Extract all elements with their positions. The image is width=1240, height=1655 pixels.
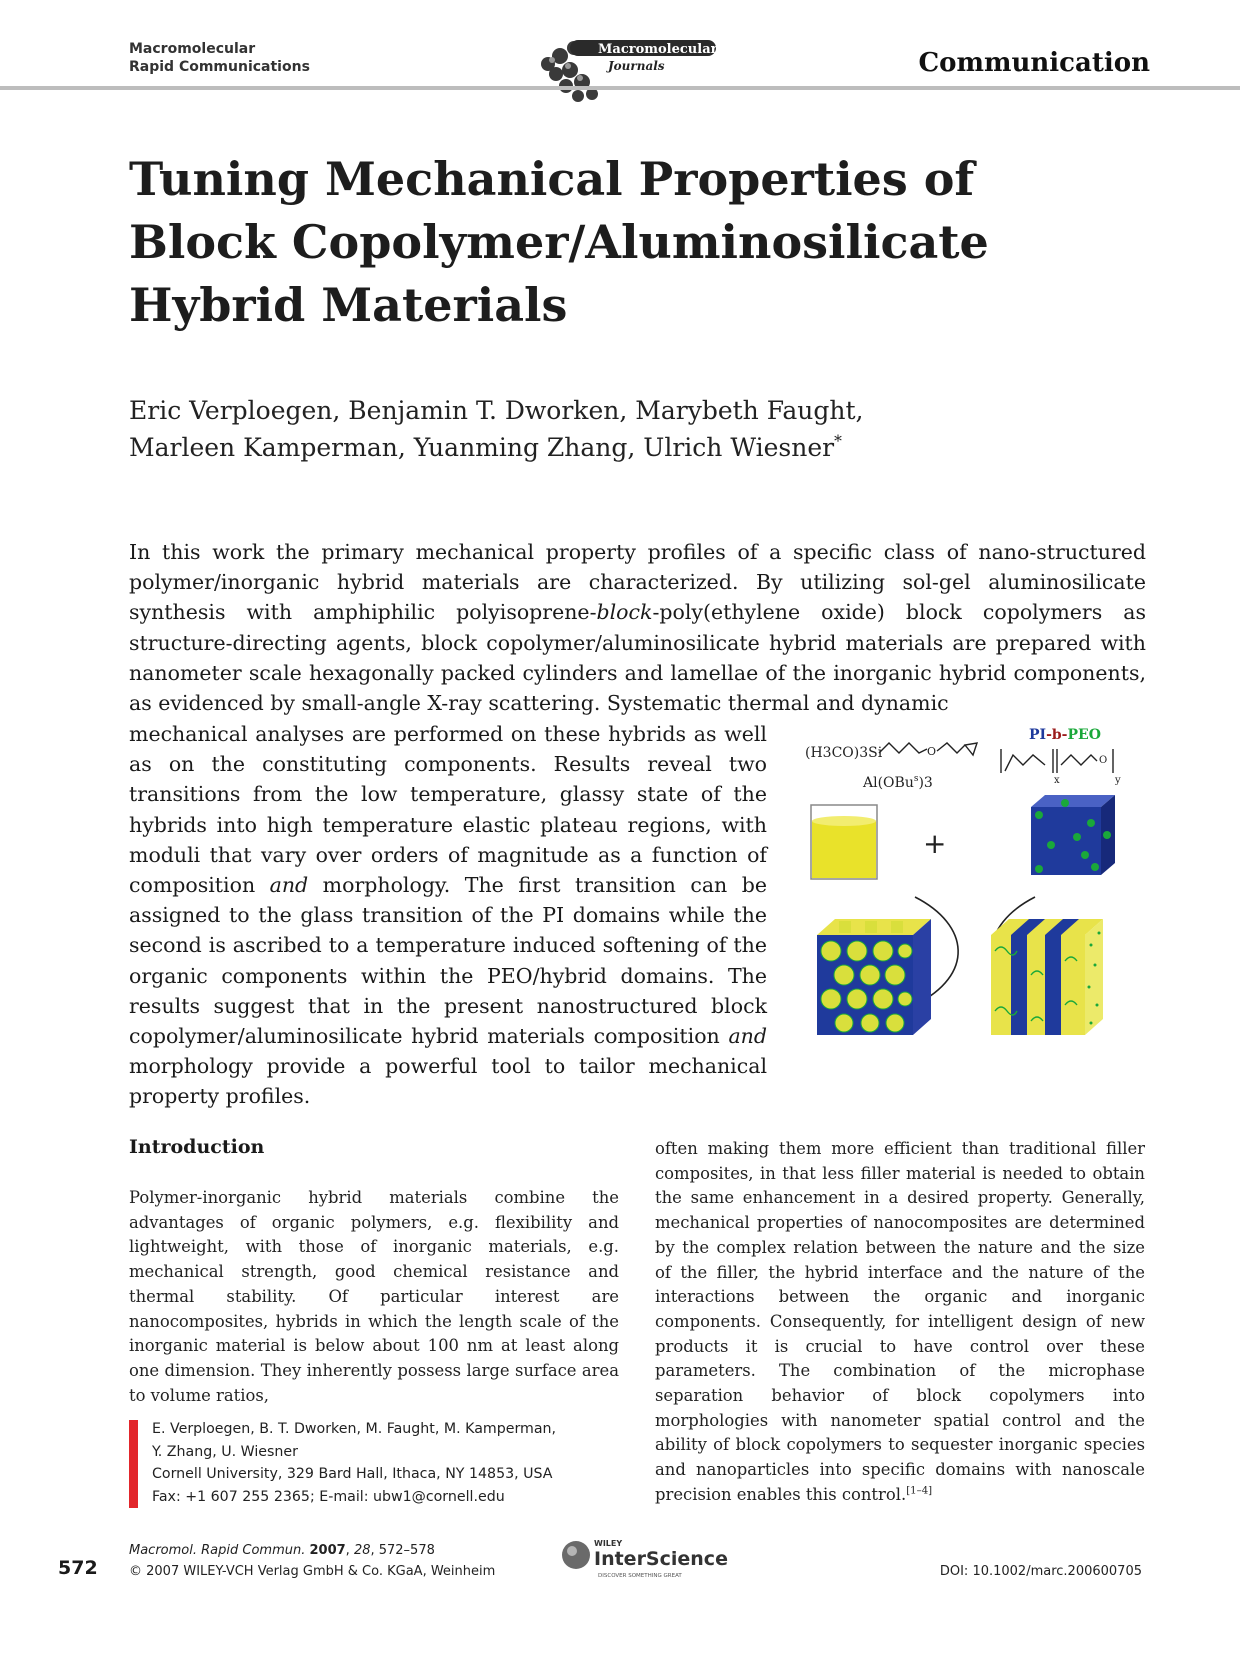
alkoxide-label: Al(OBu$^s$)3 bbox=[863, 774, 933, 791]
article-title: Tuning Mechanical Properties of Block Copolymer/Aluminosilicate Hybrid Materials bbox=[129, 152, 989, 332]
svg-text:y: y bbox=[1115, 775, 1121, 786]
svg-text:x: x bbox=[1054, 775, 1060, 786]
graphical-abstract bbox=[795, 725, 1145, 1095]
affiliation-block: E. Verploegen, B. T. Dworken, M. Faught, M. Kamperman, Y. Zhang, U. Wiesner Cornell University, 329 Bard Hall, Ithaca, NY 14853, USA Fax: +1 607 255 2365; E-mail: ubw1@cornell.edu bbox=[152, 1421, 557, 1505]
intro-column-left: Polymer-inorganic hybrid materials combine the advantages of organic polymers, e.g. flexibility and lightweight, with those of inorganic materials, e.g. mechanical strength, good chemical resistance and thermal stability. Of particular interest are nanocomposites, hybrids in which the length scale of the inorganic material is below about 100 nm at least along one dimension. They inherently possess large surface area to volume ratios, bbox=[129, 1188, 619, 1405]
page-number: 572 bbox=[58, 1557, 98, 1579]
svg-text:InterScience: InterScience bbox=[594, 1548, 728, 1570]
logo-text-1: Macromolecular bbox=[598, 42, 718, 57]
citation-footer: Macromol. Rapid Commun. 2007, 28, 572–578 © 2007 WILEY-VCH Verlag GmbH & Co. KGaA, Weinheim bbox=[129, 1543, 496, 1579]
doi: DOI: 10.1002/marc.200600705 bbox=[939, 1564, 1142, 1579]
section-label: Communication bbox=[918, 48, 1150, 78]
intro-column-right: often making them more efficient than traditional filler composites, in that less filler material is needed to obtain the same enhancement in a desired property. Generally, mechanical properties of nanocomposites are determined by the complex relation between the nature and the size of the filler, the hybrid interface and the nature of the interactions between the organic and inorganic components. Consequently, for intelligent design of new products it is crucial to have control over these parameters. The combination of the microphase separation behavior of block copolymers into morphologies with nanometer spatial control and the ability of block copolymers to sequester inorganic species and nanoparticles into specific domains with nanoscale precision enables this control.[1–4] bbox=[655, 1139, 1145, 1504]
silane-label: (H3CO)3Si bbox=[805, 745, 883, 761]
polymer-label: PI-b-PEO bbox=[1029, 727, 1101, 743]
corresponding-mark: * bbox=[834, 432, 842, 451]
abstract-part-2: mechanical analyses are performed on these hybrids as well as on the constituting components. Results reveal two transitions from the low temperature, glassy state of the hybrids into high temperature elastic plateau regions, with moduli that vary over orders of magnitude as a function of composition and morphology. The first transition can be assigned to the glass transition of the PI domains while the second is ascribed to a temperature induced softening of the organic components within the PEO/hybrid domains. The results suggest that in the present nanostructured block copolymer/aluminosilicate hybrid materials composition and morphology provide a powerful tool to tailor mechanical property profiles. bbox=[129, 722, 767, 1109]
wiley-interscience-logo bbox=[558, 1533, 738, 1585]
plus-sign: + bbox=[923, 827, 947, 860]
abstract-part-1: In this work the primary mechanical property profiles of a specific class of nano-structured polymer/inorganic hybrid materials are characterized. By utilizing sol-gel aluminosilicate synthesis with amphiphilic polyisoprene-block-poly(ethylene oxide) block copolymers as structure-directing agents, block copolymer/aluminosilicate hybrid materials are prepared with nanometer scale hexagonally packed cylinders and lamellae of the inorganic hybrid components, as evidenced by small-angle X-ray scattering. Systematic thermal and dynamic bbox=[129, 540, 1146, 716]
header-rule bbox=[0, 86, 1240, 90]
section-heading-introduction: Introduction bbox=[129, 1136, 265, 1158]
journal-logo bbox=[530, 26, 720, 106]
reference-mark: [1–4] bbox=[906, 1485, 933, 1497]
svg-text:O: O bbox=[927, 745, 937, 758]
svg-text:O: O bbox=[1099, 755, 1108, 766]
logo-text-2: Journals bbox=[608, 59, 665, 73]
svg-text:WILEY: WILEY bbox=[594, 1539, 623, 1548]
svg-text:DISCOVER SOMETHING GREAT: DISCOVER SOMETHING GREAT bbox=[598, 1573, 682, 1579]
affiliation-accent-bar bbox=[129, 1420, 138, 1508]
author-list: Eric Verploegen, Benjamin T. Dworken, Marybeth Faught, Marleen Kamperman, Yuanming Zhang, Ulrich Wiesner* bbox=[129, 396, 864, 462]
journal-name: Macromolecular Rapid Communications bbox=[129, 41, 310, 75]
